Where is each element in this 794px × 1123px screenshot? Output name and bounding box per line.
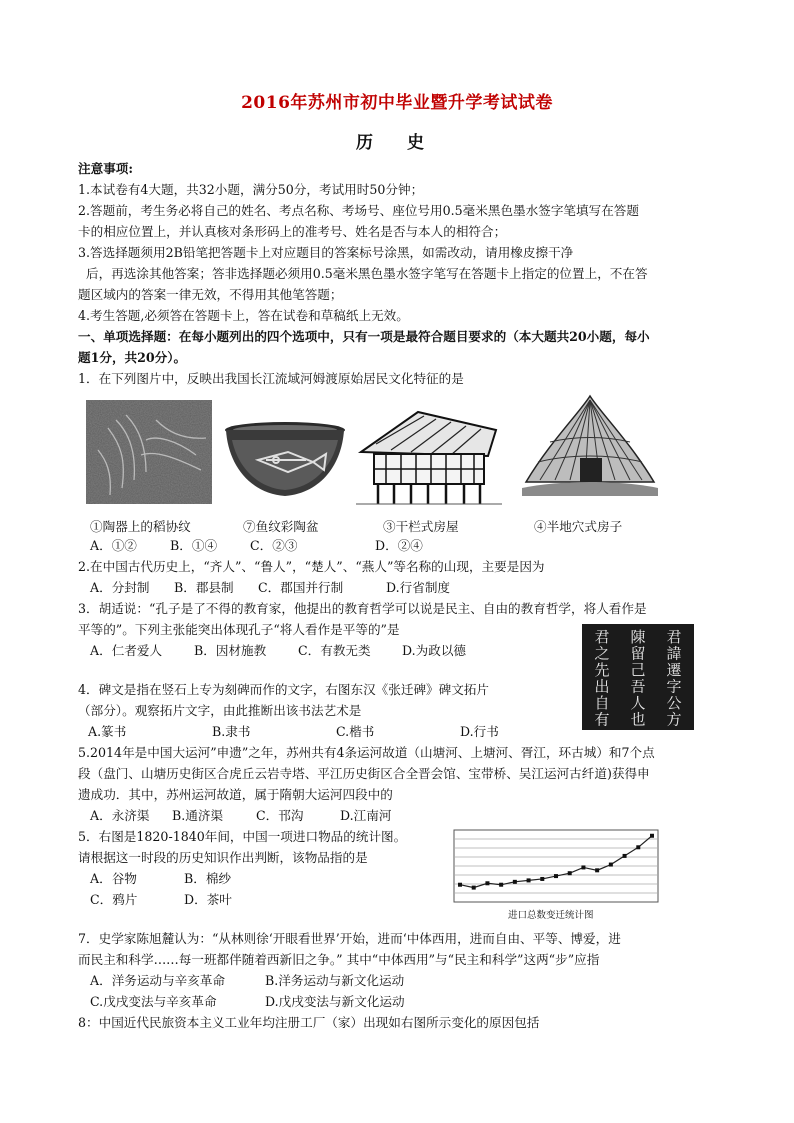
chart-point bbox=[485, 881, 489, 885]
question-4-stem: 4．碑文是指在竖石上专为刻碑而作的文字，右图东汉《张迁碑》碑文拓片 bbox=[78, 682, 490, 697]
question-5-stem-cont: 段（盘门、山塘历史街区合虎丘云岩寺塔、平江历史街区合全晋会馆、宝带桥、吴江运河古纤道)获得申 bbox=[78, 766, 650, 781]
option-d[interactable]: D.戊戌变法与新文化运动 bbox=[265, 994, 405, 1009]
rubbing-char: 陳 bbox=[630, 628, 646, 646]
rubbing-char: 先 bbox=[594, 661, 610, 679]
image-caption-4: ④半地穴式房子 bbox=[534, 519, 623, 534]
notice-line: 卡的相应位置上，并认真核对条形码上的准考号、姓名是否与本人的相符合； bbox=[78, 224, 507, 239]
subject-title: 历 史 bbox=[356, 133, 438, 153]
rubbing-char: 自 bbox=[594, 694, 610, 712]
option-c[interactable]: C．②③ bbox=[250, 538, 298, 553]
page-title: 2016年苏州市初中毕业暨升学考试试卷 bbox=[241, 93, 553, 113]
option-a[interactable]: A．洋务运动与辛亥革命 bbox=[90, 973, 226, 988]
chart-point bbox=[636, 845, 640, 849]
option-c[interactable]: C．邗沟 bbox=[256, 808, 304, 823]
question-7-options-row1 bbox=[90, 972, 404, 990]
chart-point bbox=[499, 883, 503, 887]
option-a[interactable]: A.篆书 bbox=[88, 724, 127, 739]
question-4-stem-cont: （部分）。观察拓片文字，由此推断出该书法艺术是 bbox=[78, 703, 362, 718]
rubbing-char: 方 bbox=[666, 710, 682, 729]
question-5-stem: 5.2014年是中国大运河”申遗”之年，苏州共有4条运河故道（山塘河、上塘河、胥江，环古城）和7个点 bbox=[78, 745, 655, 760]
chart-point bbox=[513, 880, 517, 884]
question-7-stem: 7．史学家陈旭麓认为：“从林则徐‘开眼看世界’开始，进而‘中体西用，进而自由、平等、博爱，进 bbox=[78, 931, 621, 946]
option-a[interactable]: A．分封制 bbox=[90, 580, 150, 595]
question-5b-options-row2 bbox=[90, 891, 232, 909]
rubbing-char: 諱 bbox=[666, 644, 682, 663]
question-1-stem: 1．在下列图片中，反映出我国长江流域河姆渡原始居民文化特征的是 bbox=[78, 371, 464, 386]
question-4-options bbox=[88, 723, 499, 741]
option-d[interactable]: D.行省制度 bbox=[386, 580, 451, 595]
rubbing-char: 也 bbox=[630, 710, 646, 729]
question-5b-options-row1 bbox=[90, 870, 231, 888]
chart-point bbox=[650, 834, 654, 838]
chart-point bbox=[472, 886, 476, 890]
rubbing-char: 己 bbox=[630, 661, 646, 679]
rubbing-char: 君 bbox=[666, 628, 682, 646]
rubbing-char: 出 bbox=[594, 677, 610, 696]
section-heading-cont: 题1分，共20分）。 bbox=[78, 350, 187, 365]
image-caption-2: ⑦鱼纹彩陶盆 bbox=[243, 519, 319, 534]
option-c[interactable]: C.楷书 bbox=[336, 724, 375, 739]
rubbing-char: 遷 bbox=[666, 661, 682, 679]
option-c[interactable]: C．郡国并行制 bbox=[258, 580, 344, 595]
question-3-options bbox=[90, 642, 466, 660]
option-a[interactable]: A．仁者爱人 bbox=[90, 643, 163, 658]
question-7-options-row2 bbox=[90, 993, 405, 1011]
option-b[interactable]: B．郡县制 bbox=[174, 580, 234, 595]
semi-subterranean-house-image bbox=[520, 392, 660, 508]
option-c[interactable]: C．鸦片 bbox=[90, 892, 138, 907]
notice-line: 3.答选择题须用2B铅笔把答题卡上对应题目的答案标号涂黑，如需改动，请用橡皮擦干净 bbox=[78, 245, 574, 260]
rubbing-char: 人 bbox=[630, 694, 646, 712]
notice-line: 后，再选涂其他答案；答非选择题必须用0.5毫米黑色墨水签字笔写在答题卡上指定的位置上，不在答 bbox=[78, 266, 648, 281]
option-d[interactable]: D.江南河 bbox=[340, 808, 392, 823]
option-c[interactable]: C．有教无类 bbox=[298, 643, 371, 658]
option-d[interactable]: D．②④ bbox=[375, 538, 423, 553]
option-c[interactable]: C.戊戌变法与辛亥革命 bbox=[90, 994, 217, 1009]
option-a[interactable]: A．谷物 bbox=[90, 871, 137, 886]
chart-point bbox=[554, 874, 558, 878]
option-b[interactable]: B.通济渠 bbox=[172, 808, 224, 823]
notice-heading: 注意事项: bbox=[78, 161, 134, 176]
option-d[interactable]: D.为政以德 bbox=[402, 643, 467, 658]
option-b[interactable]: B.隶书 bbox=[212, 724, 251, 739]
chart-point bbox=[581, 865, 585, 869]
question-8-stem: 8：中国近代民旅资本主义工业年均注册工厂（家）出现如右图所示变化的原因包括 bbox=[78, 1015, 540, 1030]
chart-point bbox=[540, 877, 544, 881]
section-heading: 一、单项选择题：在每小题列出的四个选项中，只有一项是最符合题目要求的（本大题共20小题，每小 bbox=[78, 329, 650, 344]
question-1-options bbox=[90, 537, 423, 555]
option-b[interactable]: B．①④ bbox=[170, 538, 218, 553]
notice-line: 1.本试卷有4大题，共32小题，满分50分，考试用时50分钟； bbox=[78, 182, 424, 197]
stilt-house-image bbox=[356, 404, 502, 508]
chart-point bbox=[568, 871, 572, 875]
pottery-rice-pattern-image bbox=[86, 400, 212, 504]
question-7-stem-cont: 而民主和科学……每一班都伴随着西新旧之争。” 其中“中体西用”与“民主和科学”这两“步”应指 bbox=[78, 952, 600, 967]
zhang-qian-stele-rubbing-image bbox=[582, 624, 694, 730]
chart-point bbox=[458, 883, 462, 887]
question-5b-stem: 5．右图是1820-1840年间，中国一项进口物品的统计图。 bbox=[78, 829, 407, 844]
question-3-stem: 3．胡适说：“孔子是了不得的教育家，他提出的教育哲学可以说是民主、自由的教育哲学，将人看作是 bbox=[78, 601, 647, 616]
chart-point bbox=[527, 878, 531, 882]
chart-point bbox=[609, 863, 613, 867]
question-2-stem: 2.在中国古代历史上，“齐人”、“鲁人”，“楚人”、“燕人”等名称的山现，主要是因为 bbox=[78, 559, 545, 574]
notice-line: 4.考生答题,必须答在答题卡上，答在试卷和草稿纸上无效。 bbox=[78, 308, 409, 323]
option-b[interactable]: B．棉纱 bbox=[184, 871, 232, 886]
question-3-stem-cont: 平等的”。下列主张能突出体现孔子“将人看作是平等的”是 bbox=[78, 622, 400, 637]
rubbing-char: 之 bbox=[594, 644, 610, 663]
question-2-options bbox=[90, 579, 450, 597]
rubbing-char: 公 bbox=[666, 694, 682, 712]
rubbing-char: 吾 bbox=[630, 677, 646, 696]
import-statistics-chart bbox=[450, 826, 664, 906]
option-b[interactable]: B.洋务运动与新文化运动 bbox=[265, 973, 405, 988]
notice-line: 2.答题前，考生务必将自己的姓名、考点名称、考场号、座位号用0.5毫米黑色墨水签字笔填写在答题 bbox=[78, 203, 639, 218]
question-5b-stem-cont: 请根据这一时段的历史知识作出判断，该物品指的是 bbox=[78, 850, 368, 865]
question-5-stem-cont: 遗成功．其中，苏州运河故道，属于隋朝大运河四段中的 bbox=[78, 787, 393, 802]
question-5-options bbox=[90, 807, 391, 825]
rubbing-char: 君 bbox=[594, 628, 610, 646]
fish-pattern-pottery-basin-image bbox=[218, 418, 352, 502]
rubbing-char: 有 bbox=[594, 710, 610, 729]
option-a[interactable]: A．永济渠 bbox=[90, 808, 150, 823]
option-d[interactable]: D．茶叶 bbox=[184, 892, 232, 907]
option-d[interactable]: D.行书 bbox=[460, 724, 499, 739]
image-caption-3: ③干栏式房屋 bbox=[383, 519, 459, 534]
chart-point bbox=[595, 868, 599, 872]
chart-title: 进口总数变迁统计图 bbox=[508, 910, 594, 921]
option-a[interactable]: A．①② bbox=[90, 538, 137, 553]
option-b[interactable]: B．因材施教 bbox=[194, 643, 267, 658]
rubbing-char: 字 bbox=[666, 677, 682, 696]
image-caption-1: ①陶器上的稻协纹 bbox=[90, 519, 191, 534]
notice-line: 题区域内的答案一律无效，不得用其他笔答题； bbox=[78, 287, 343, 302]
chart-point bbox=[623, 854, 627, 858]
rubbing-char: 留 bbox=[630, 644, 646, 663]
